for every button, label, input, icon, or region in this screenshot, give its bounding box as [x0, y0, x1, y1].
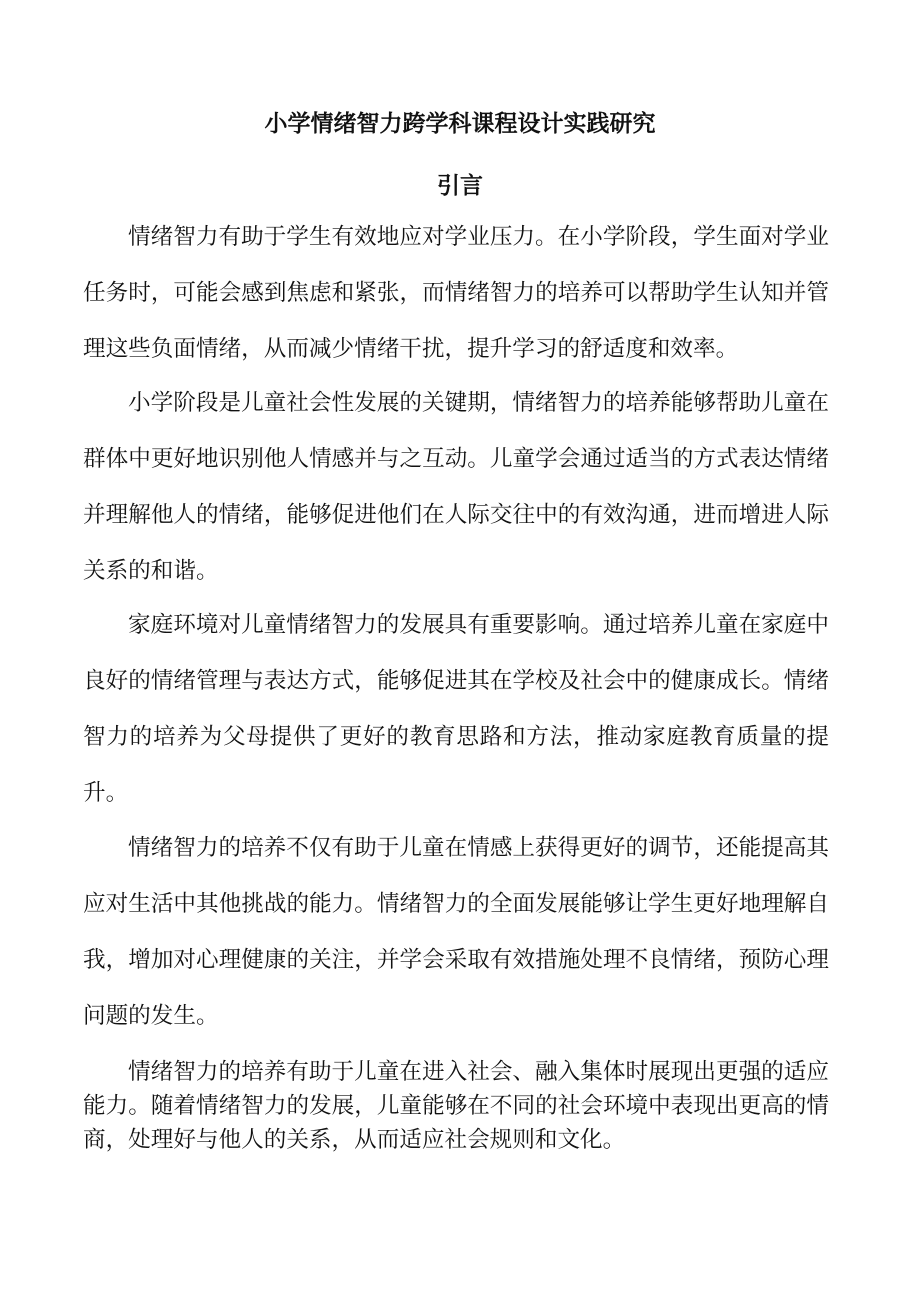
- paragraph-4: 情绪智力的培养不仅有助于儿童在情感上获得更好的调节，还能提高其应对生活中其他挑战的能力。情绪智力的全面发展能够让学生更好地理解自我，增加对心理健康的关注，并学会采取有效措施处理不良情绪，预防心理问题的发生。: [83, 835, 829, 1029]
- paragraph-1: 情绪智力有助于学生有效地应对学业压力。在小学阶段，学生面对学业任务时，可能会感到焦虑和紧张，而情绪智力的培养可以帮助学生认知并管理这些负面情绪，从而减少情绪干扰，提升学习的舒适度和效率。: [83, 224, 829, 362]
- section-heading-introduction: 引言: [437, 172, 483, 199]
- document-title: 小学情绪智力跨学科课程设计实践研究: [264, 110, 656, 137]
- paragraph-5: 情绪智力的培养有助于儿童在进入社会、融入集体时展现出更强的适应能力。随着情绪智力的发展，儿童能够在不同的社会环境中表现出更高的情商，处理好与他人的关系，从而适应社会规则和文化。: [83, 1059, 829, 1153]
- paragraph-3: 家庭环境对儿童情绪智力的发展具有重要影响。通过培养儿童在家庭中良好的情绪管理与表达方式，能够促进其在学校及社会中的健康成长。情绪智力的培养为父母提供了更好的教育思路和方法，推动家庭教育质量的提升。: [83, 612, 829, 806]
- paragraph-2: 小学阶段是儿童社会性发展的关键期，情绪智力的培养能够帮助儿童在群体中更好地识别他人情感并与之互动。儿童学会通过适当的方式表达情绪并理解他人的情绪，能够促进他们在人际交往中的有效沟通，进而增进人际关系的和谐。: [83, 390, 829, 584]
